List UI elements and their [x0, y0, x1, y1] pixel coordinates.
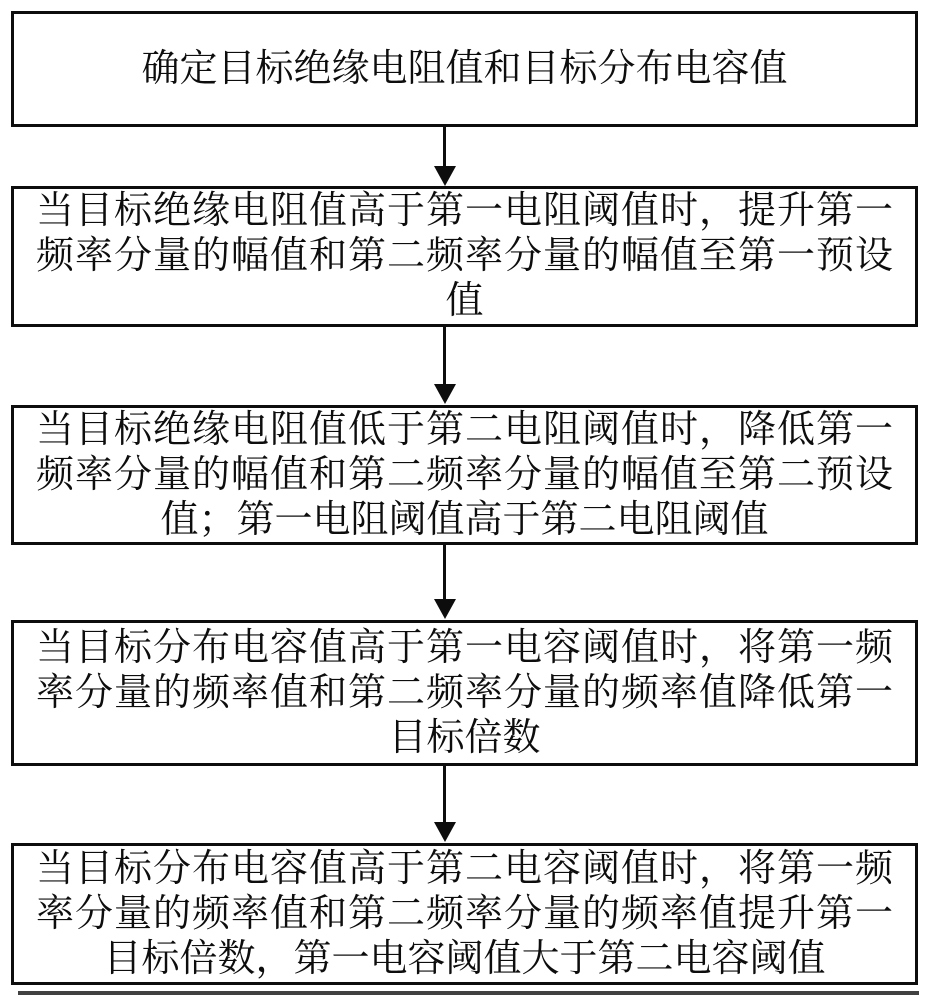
- arrow-head-icon: [434, 599, 456, 619]
- step-text-line: 确定目标绝缘电阻值和目标分布电容值: [141, 47, 788, 90]
- flow-step-4-text: [14, 626, 915, 761]
- flow-step-5: [11, 843, 918, 985]
- flow-step-1: [11, 11, 918, 127]
- step-text-line: 目标倍数，第一电容阈值大于第二电容阈值: [103, 937, 826, 980]
- flow-step-2-text: [14, 189, 915, 324]
- arrow-shaft: [443, 766, 446, 822]
- step-text-line: 当目标分布电容值高于第二电容阈值时，将第一频: [36, 847, 893, 890]
- arrow-head-icon: [434, 384, 456, 404]
- scan-artifact-line: [18, 991, 919, 995]
- arrow-shaft: [443, 327, 446, 384]
- arrow-shaft: [443, 127, 446, 167]
- step-text-line: 值: [445, 280, 484, 322]
- step-text-line: 率分量的频率值和第二频率分量的频率值降低第一: [36, 671, 893, 714]
- flow-step-3-text: [14, 408, 915, 543]
- flow-step-4: [11, 620, 918, 766]
- arrow-shaft: [443, 545, 446, 599]
- step-text-line: 目标倍数: [388, 716, 541, 759]
- step-text-line: 当目标绝缘电阻值高于第一电阻阈值时，提升第一: [36, 190, 893, 232]
- step-text-line: 值；第一电阻阈值高于第二电阻阈值: [160, 498, 769, 541]
- step-text-line: 频率分量的幅值和第二频率分量的幅值至第一预设: [36, 235, 893, 277]
- step-text-line: 率分量的频率值和第二频率分量的频率值提升第一: [36, 892, 893, 935]
- step-text-line: 当目标分布电容值高于第一电容阈值时，将第一频: [36, 626, 893, 669]
- arrow-head-icon: [434, 166, 456, 186]
- flow-step-5-text: [14, 847, 915, 982]
- flow-step-3: [11, 405, 918, 545]
- step-text-line: 当目标绝缘电阻值低于第二电阻阈值时，降低第一: [36, 408, 893, 451]
- step-text-line: 频率分量的幅值和第二频率分量的幅值至第二预设: [36, 453, 893, 496]
- flow-step-1-text: [14, 47, 915, 92]
- arrow-head-icon: [434, 822, 456, 842]
- flow-step-2: [11, 186, 918, 327]
